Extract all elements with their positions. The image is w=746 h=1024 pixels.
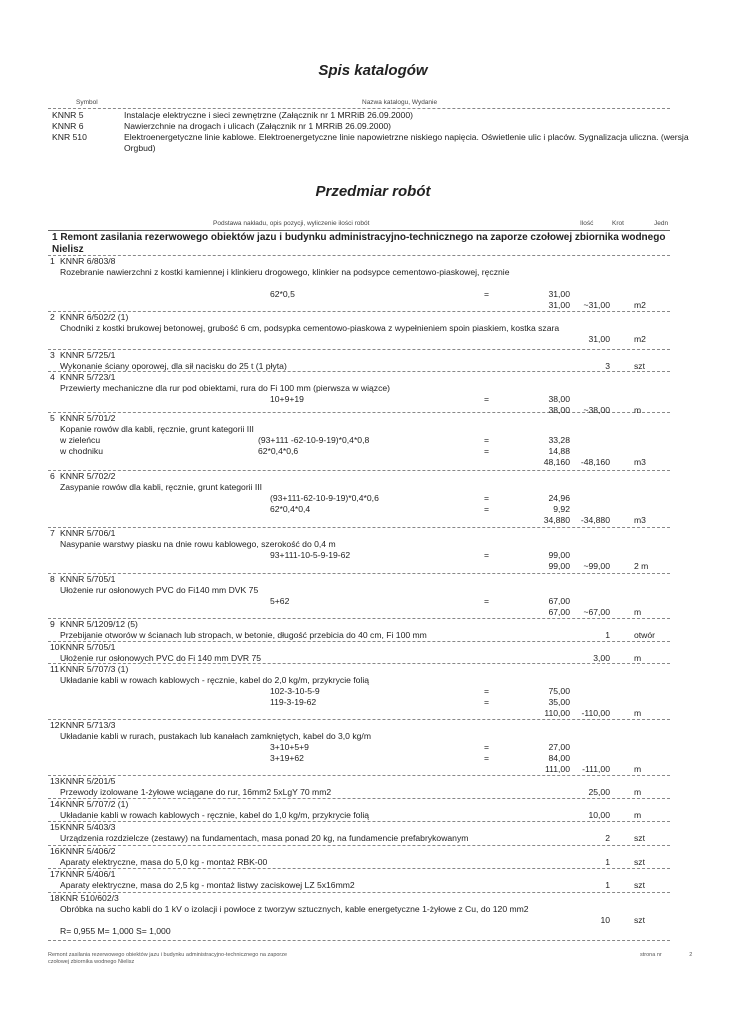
item-total: 48,160 — [543, 457, 570, 467]
catalog-symbol: KNR 510 — [52, 132, 87, 142]
item-total: 38,00 — [548, 405, 570, 415]
item-unit: m — [634, 405, 642, 415]
calc-eq: = — [484, 394, 490, 404]
item-number: 18 — [50, 893, 60, 903]
item-description: Aparaty elektryczne, masa do 2,5 kg - montaż listwy zaciskowej LZ 5x16mm2 — [60, 880, 355, 890]
item-description: Ułożenie rur osłonowych PVC do Fi 140 mm DVR 75 — [60, 653, 262, 663]
item-code: KNNR 5/725/1 — [60, 350, 116, 360]
item-code: KNNR 5/705/1 — [60, 574, 116, 584]
item-description: Urządzenia rozdzielcze (zestawy) na fundamentach, masa ponad 20 kg, na fundamencie prefabrykowanym — [60, 833, 469, 843]
catalog-name: Nawierzchnie na drogach i ulicach (Załącznik nr 1 MRRiB 26.09.2000) — [124, 121, 392, 131]
item-unit: m3 — [634, 457, 646, 467]
calc-formula: 3+10+5+9 — [270, 742, 309, 752]
calc-formula: 10+9+19 — [270, 394, 304, 404]
calc-value: 38,00 — [548, 394, 570, 404]
item-total: 10,00 — [588, 810, 610, 820]
calc-formula: 102-3-10-5-9 — [270, 686, 320, 696]
przedmiar-col-qty: Ilość — [580, 220, 594, 227]
item-total: 111,00 — [544, 764, 570, 774]
item-krot: -110,00 — [581, 708, 610, 718]
catalog-title: Spis katalogów — [318, 62, 428, 79]
calc-formula: 5+62 — [270, 596, 290, 606]
calc-eq: = — [484, 446, 490, 456]
item-number: 2 — [50, 312, 55, 322]
item-unit: otwór — [634, 630, 656, 640]
catalog-col-name: Nazwa katalogu, Wydanie — [362, 99, 438, 106]
calc-eq: = — [484, 289, 490, 299]
calc-eq: = — [484, 550, 490, 560]
item-number: 3 — [50, 350, 55, 360]
item-krot: -34,880 — [580, 515, 610, 525]
calc-value: 31,00 — [548, 289, 570, 299]
catalog-symbol: KNNR 6 — [52, 121, 84, 131]
item-total: 31,00 — [588, 334, 610, 344]
item-number: 8 — [50, 574, 55, 584]
item-number: 5 — [50, 413, 55, 423]
item-number: 11 — [50, 664, 59, 674]
item-krot: ~31,00 — [583, 300, 610, 310]
item-total: 34,880 — [543, 515, 570, 525]
catalog-header-rule — [48, 108, 670, 109]
item-number: 1 — [50, 256, 55, 266]
calc-eq: = — [484, 742, 490, 752]
item-code: KNNR 5/707/3 (1) — [60, 664, 129, 674]
section-heading: 1 Remont zasilania rezerwowego obiektów jazu i budynku administracyjno-technicznego na zaporze czołowej zbiornika wodnego Nielisz — [52, 232, 666, 255]
calc-value: 24,96 — [548, 493, 570, 503]
catalog-symbol: KNNR 5 — [52, 110, 84, 120]
footer-text: Remont zasilania rezerwowego obiektów jazu i budynku administracyjno-technicznego na zaporze czołowej zbiornika wodnego Nielisz — [48, 952, 288, 965]
item-unit: szt — [634, 361, 645, 371]
item-code: KNR 510/602/3 — [60, 893, 119, 903]
item-total: 110,00 — [544, 708, 570, 718]
calc-formula: 62*0,5 — [270, 289, 295, 299]
przedmiar-col-krot: Krot — [612, 220, 624, 227]
item-code: KNNR 5/723/1 — [60, 372, 116, 382]
item-number: 16 — [50, 846, 60, 856]
calc-formula: 119-3-19-62 — [270, 697, 317, 707]
item-code: KNNR 5/713/3 — [60, 720, 116, 730]
item-total: 1 — [605, 630, 610, 640]
calc-eq: = — [484, 596, 490, 606]
item-unit: szt — [634, 880, 645, 890]
item-total: 10 — [600, 915, 610, 925]
item-number: 13 — [50, 776, 60, 786]
item-code: KNNR 5/406/2 — [60, 846, 116, 856]
item-code: KNNR 5/201/5 — [60, 776, 116, 786]
item-unit: szt — [634, 833, 645, 843]
item-total: 99,00 — [548, 561, 570, 571]
item-code: KNNR 5/707/2 (1) — [60, 799, 129, 809]
calc-value: 75,00 — [548, 686, 570, 696]
item-unit: m — [634, 708, 642, 718]
item-coefficients: R= 0,955 M= 1,000 S= 1,000 — [60, 926, 171, 936]
przedmiar-col-unit: Jedn — [654, 220, 669, 227]
przedmiar-col-desc: Podstawa nakładu, opis pozycji, wyliczenie ilości robót — [213, 220, 370, 227]
item-number: 9 — [50, 619, 55, 629]
item-code: KNNR 5/701/2 — [60, 413, 116, 423]
item-code: KNNR 6/502/2 (1) — [60, 312, 129, 322]
item-krot: ~67,00 — [583, 607, 610, 617]
item-description: Obróbka na sucho kabli do 1 kV o izolacji i powłoce z tworzyw sztucznych, kable energetyczne 1-żyłowe z Cu, do 120 mm2 — [60, 904, 529, 914]
item-description: Chodniki z kostki brukowej betonowej, grubość 6 cm, podsypka cementowo-piaskowa z wypełnieniem spoin piaskiem, kostka szara — [60, 323, 560, 333]
item-unit: m — [634, 764, 642, 774]
item-unit: m2 — [634, 300, 646, 310]
item-krot: -48,160 — [580, 457, 610, 467]
calc-value: 27,00 — [548, 742, 570, 752]
item-unit: szt — [634, 915, 645, 925]
item-description: Nasypanie warstwy piasku na dnie rowu kablowego, szerokość do 0,4 m — [60, 539, 336, 549]
calc-formula: 62*0,4*0,4 — [270, 504, 311, 514]
item-total: 2 — [605, 833, 610, 843]
calc-eq: = — [484, 435, 490, 445]
catalog-name: Instalacje elektryczne i sieci zewnętrzne (Załącznik nr 1 MRRiB 26.09.2000) — [124, 110, 413, 120]
calc-eq: = — [484, 686, 490, 696]
item-total: 1 — [605, 857, 610, 867]
item-krot: ~38,00 — [583, 405, 610, 415]
item-number: 14 — [50, 799, 60, 809]
calc-label: w zieleńcu — [60, 435, 101, 445]
item-code: KNNR 5/705/1 — [60, 642, 116, 652]
item-description: Przebijanie otworów w ścianach lub stropach, w betonie, długość przebicia do 40 cm, Fi 100 mm — [60, 630, 427, 640]
item-total: 67,00 — [548, 607, 570, 617]
item-code: KNNR 5/706/1 — [60, 528, 116, 538]
item-description: Aparaty elektryczne, masa do 5,0 kg - montaż RBK-00 — [60, 857, 268, 867]
calc-value: 67,00 — [548, 596, 570, 606]
calc-formula: 3+19+62 — [270, 753, 304, 763]
calc-eq: = — [484, 493, 490, 503]
item-description: Kopanie rowów dla kabli, ręcznie, grunt kategorii III — [60, 424, 254, 434]
item-krot: ~99,00 — [583, 561, 610, 571]
calc-formula: (93+111-62-10-9-19)*0,4*0,6 — [270, 493, 379, 503]
item-number: 6 — [50, 471, 55, 481]
calc-value: 14,88 — [548, 446, 570, 456]
item-unit: m2 — [634, 334, 646, 344]
item-number: 17 — [50, 869, 60, 879]
calc-formula: 93+111-10-5-9-19-62 — [270, 550, 351, 560]
item-number: 12 — [50, 720, 60, 730]
catalog-name: Elektroenergetyczne linie kablowe. Elektroenergetyczne linie napowietrzne niskiego napięcia. Oświetlenie ulic i placów. Sygnalizacja uliczna. (wersja Orgbud) — [124, 132, 689, 153]
calc-value: 84,00 — [548, 753, 570, 763]
przedmiar-header-rule — [48, 230, 670, 231]
item-number: 4 — [50, 372, 55, 382]
item-description: Wykonanie ściany oporowej, dla sił nacisku do 25 t (1 płyta) — [60, 361, 287, 371]
item-unit: m — [634, 653, 642, 663]
item-description: Zasypanie rowów dla kabli, ręcznie, grunt kategorii III — [60, 482, 263, 492]
item-unit: 2 m — [634, 561, 649, 571]
calc-formula: (93+111 -62-10-9-19)*0,4*0,8 — [258, 435, 370, 445]
item-number: 7 — [50, 528, 55, 538]
catalog-col-symbol: Symbol — [76, 99, 98, 106]
item-description: Przewody izolowane 1-żyłowe wciągane do rur, 16mm2 5xLgY 70 mm2 — [60, 787, 332, 797]
item-unit: m3 — [634, 515, 646, 525]
item-code: KNNR 5/403/3 — [60, 822, 116, 832]
item-description: Układanie kabli w rurach, pustakach lub kanałach zamkniętych, kabel do 3,0 kg/m — [60, 731, 371, 741]
item-total: 31,00 — [548, 300, 570, 310]
item-description: Układanie kabli w rowach kablowych - ręcznie, kabel do 2,0 kg/m, przykrycie folią — [60, 675, 370, 685]
item-number: 10 — [50, 642, 60, 652]
item-unit: szt — [634, 857, 645, 867]
page-number — [640, 952, 692, 958]
item-code: KNNR 5/1209/12 (5) — [60, 619, 138, 629]
item-total: 3,00 — [593, 653, 610, 663]
page-label: strona nr — [640, 952, 662, 958]
item-total: 3 — [605, 361, 610, 371]
item-total: 1 — [605, 880, 610, 890]
calc-value: 9,92 — [553, 504, 570, 514]
page-num: 2 — [689, 952, 693, 958]
calc-eq: = — [484, 504, 490, 514]
item-number: 15 — [50, 822, 60, 832]
item-description: Przewierty mechaniczne dla rur pod obiektami, rura do Fi 100 mm (pierwsza w wiązce) — [60, 383, 391, 393]
calc-eq: = — [484, 697, 490, 707]
item-description: Układanie kabli w rowach kablowych - ręcznie, kabel do 1,0 kg/m, przykrycie folią — [60, 810, 370, 820]
item-unit: m — [634, 787, 642, 797]
item-description: Rozebranie nawierzchni z kostki kamiennej i klinkieru drogowego, klinkier na podsypce cementowo-piaskowej, ręcznie — [60, 267, 510, 277]
calc-eq: = — [484, 753, 490, 763]
calc-label: w chodniku — [60, 446, 103, 456]
item-unit: m — [634, 810, 642, 820]
przedmiar-title: Przedmiar robót — [315, 183, 431, 200]
calc-value: 99,00 — [548, 550, 570, 560]
item-code: KNNR 5/702/2 — [60, 471, 116, 481]
item-total: 25,00 — [588, 787, 610, 797]
item-unit: m — [634, 607, 642, 617]
item-code: KNNR 6/803/8 — [60, 256, 116, 266]
item-description: Ułożenie rur osłonowych PVC do Fi140 mm DVK 75 — [60, 585, 259, 595]
calc-formula: 62*0,4*0,6 — [258, 446, 299, 456]
calc-value: 33,28 — [548, 435, 570, 445]
item-krot: -111,00 — [582, 764, 610, 774]
calc-value: 35,00 — [548, 697, 570, 707]
item-code: KNNR 5/406/1 — [60, 869, 116, 879]
